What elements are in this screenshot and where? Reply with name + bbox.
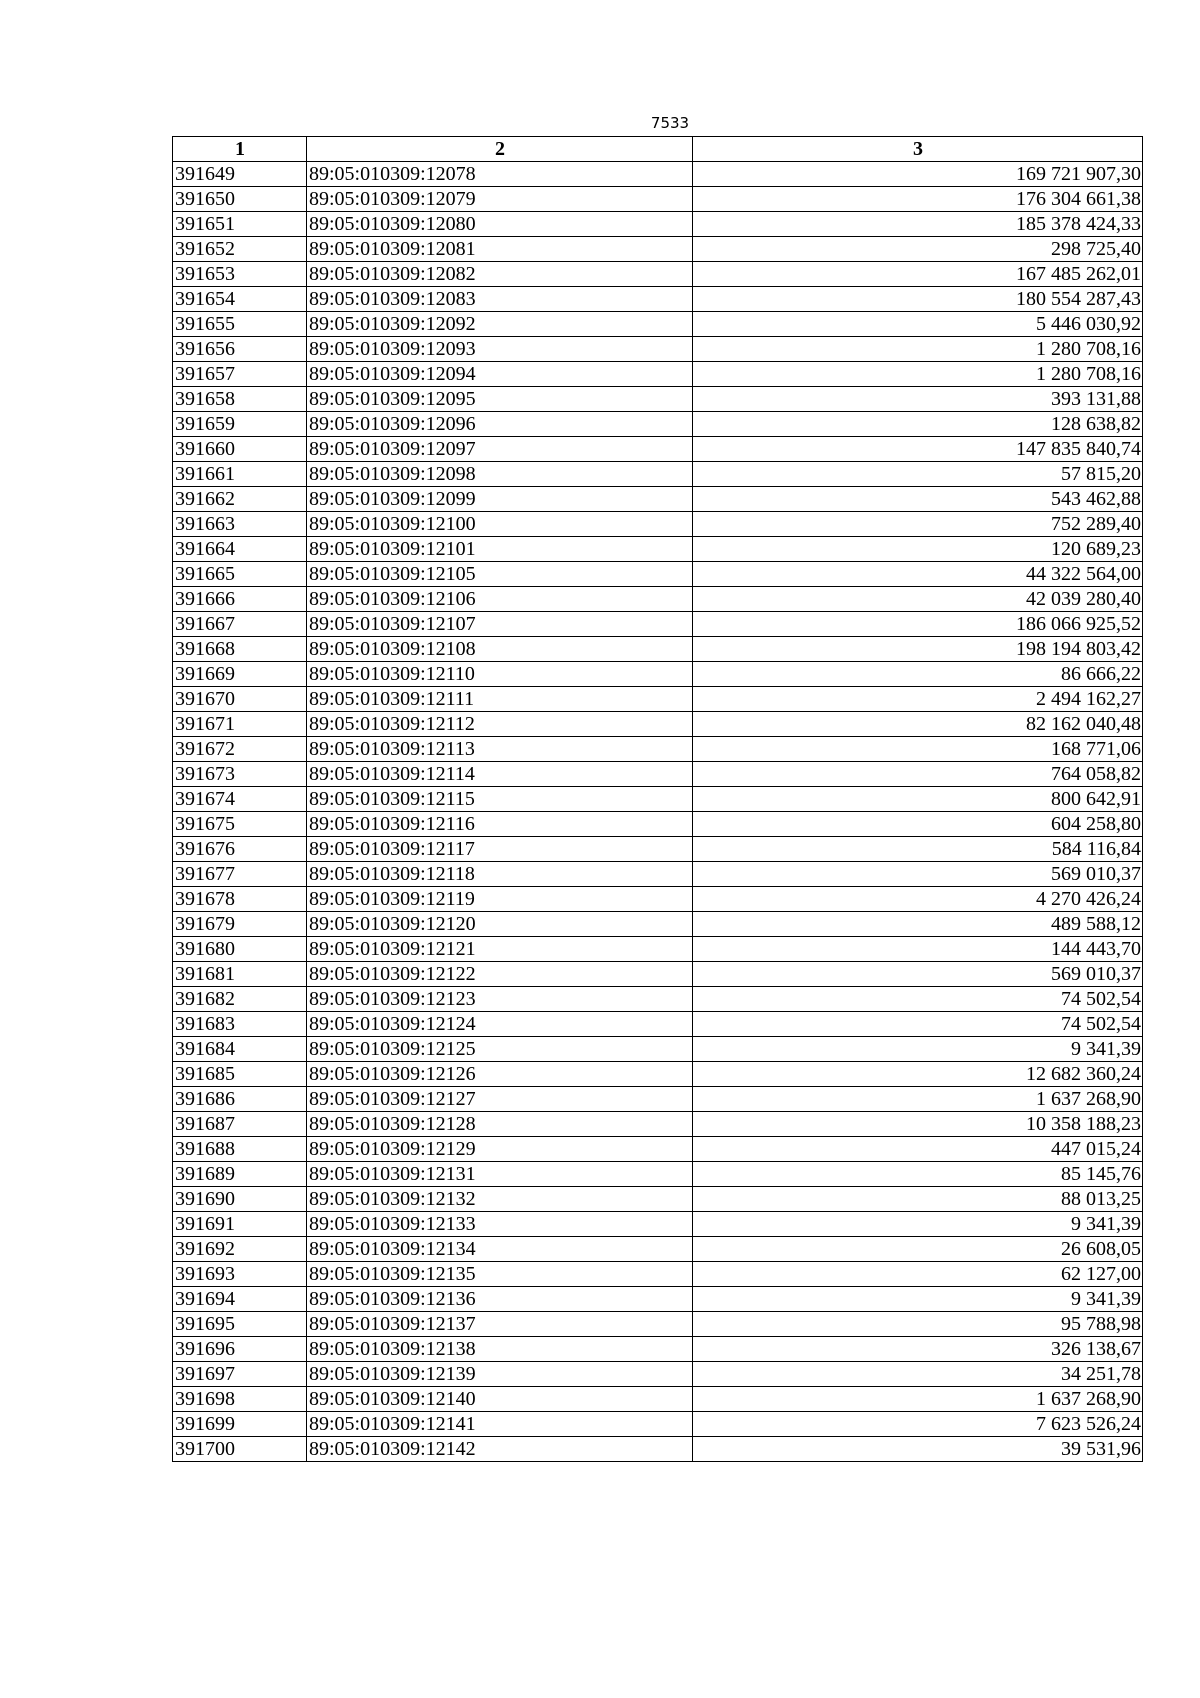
table-row bbox=[173, 587, 1143, 612]
value-cell: 168 771,06 bbox=[693, 737, 1143, 762]
value-cell: 95 788,98 bbox=[693, 1312, 1143, 1337]
cadastral-number-cell: 89:05:010309:12117 bbox=[307, 837, 693, 862]
row-number-cell: 391680 bbox=[173, 937, 307, 962]
cadastral-number-cell: 89:05:010309:12082 bbox=[307, 262, 693, 287]
row-number-cell: 391678 bbox=[173, 887, 307, 912]
row-number-cell: 391674 bbox=[173, 787, 307, 812]
value-cell: 39 531,96 bbox=[693, 1437, 1143, 1462]
table-row bbox=[173, 1087, 1143, 1112]
cadastral-number-cell: 89:05:010309:12112 bbox=[307, 712, 693, 737]
cadastral-number-cell: 89:05:010309:12081 bbox=[307, 237, 693, 262]
cadastral-number-cell: 89:05:010309:12120 bbox=[307, 912, 693, 937]
value-cell: 198 194 803,42 bbox=[693, 637, 1143, 662]
table-row bbox=[173, 262, 1143, 287]
cadastral-number-cell: 89:05:010309:12099 bbox=[307, 487, 693, 512]
row-number-cell: 391661 bbox=[173, 462, 307, 487]
table-row bbox=[173, 562, 1143, 587]
row-number-cell: 391699 bbox=[173, 1412, 307, 1437]
value-cell: 393 131,88 bbox=[693, 387, 1143, 412]
table-row bbox=[173, 537, 1143, 562]
table-row bbox=[173, 687, 1143, 712]
row-number-cell: 391693 bbox=[173, 1262, 307, 1287]
value-cell: 86 666,22 bbox=[693, 662, 1143, 687]
row-number-cell: 391692 bbox=[173, 1237, 307, 1262]
row-number-cell: 391672 bbox=[173, 737, 307, 762]
cadastral-number-cell: 89:05:010309:12140 bbox=[307, 1387, 693, 1412]
row-number-cell: 391669 bbox=[173, 662, 307, 687]
row-number-cell: 391657 bbox=[173, 362, 307, 387]
cadastral-number-cell: 89:05:010309:12083 bbox=[307, 287, 693, 312]
table-row bbox=[173, 987, 1143, 1012]
value-cell: 169 721 907,30 bbox=[693, 162, 1143, 187]
table-row bbox=[173, 712, 1143, 737]
cadastral-number-cell: 89:05:010309:12126 bbox=[307, 1062, 693, 1087]
value-cell: 12 682 360,24 bbox=[693, 1062, 1143, 1087]
table-header bbox=[173, 137, 1143, 162]
table-row bbox=[173, 837, 1143, 862]
row-number-cell: 391696 bbox=[173, 1337, 307, 1362]
value-cell: 186 066 925,52 bbox=[693, 612, 1143, 637]
value-cell: 185 378 424,33 bbox=[693, 212, 1143, 237]
row-number-cell: 391695 bbox=[173, 1312, 307, 1337]
row-number-cell: 391660 bbox=[173, 437, 307, 462]
cadastral-number-cell: 89:05:010309:12114 bbox=[307, 762, 693, 787]
table-row bbox=[173, 387, 1143, 412]
table-row bbox=[173, 462, 1143, 487]
table-row bbox=[173, 1162, 1143, 1187]
row-number-cell: 391662 bbox=[173, 487, 307, 512]
value-cell: 5 446 030,92 bbox=[693, 312, 1143, 337]
cadastral-number-cell: 89:05:010309:12105 bbox=[307, 562, 693, 587]
table-row bbox=[173, 1112, 1143, 1137]
value-cell: 120 689,23 bbox=[693, 537, 1143, 562]
table-row bbox=[173, 512, 1143, 537]
cadastral-number-cell: 89:05:010309:12121 bbox=[307, 937, 693, 962]
table-row bbox=[173, 237, 1143, 262]
value-cell: 147 835 840,74 bbox=[693, 437, 1143, 462]
table-row bbox=[173, 437, 1143, 462]
row-number-cell: 391682 bbox=[173, 987, 307, 1012]
value-cell: 569 010,37 bbox=[693, 862, 1143, 887]
row-number-cell: 391681 bbox=[173, 962, 307, 987]
row-number-cell: 391652 bbox=[173, 237, 307, 262]
table-row bbox=[173, 212, 1143, 237]
cadastral-number-cell: 89:05:010309:12092 bbox=[307, 312, 693, 337]
value-cell: 9 341,39 bbox=[693, 1037, 1143, 1062]
table-row bbox=[173, 787, 1143, 812]
table-row bbox=[173, 1037, 1143, 1062]
column-header-1: 1 bbox=[173, 137, 307, 162]
table-row bbox=[173, 862, 1143, 887]
value-cell: 44 322 564,00 bbox=[693, 562, 1143, 587]
value-cell: 82 162 040,48 bbox=[693, 712, 1143, 737]
table-row bbox=[173, 1062, 1143, 1087]
cadastral-number-cell: 89:05:010309:12100 bbox=[307, 512, 693, 537]
table-row bbox=[173, 487, 1143, 512]
table-row bbox=[173, 337, 1143, 362]
row-number-cell: 391667 bbox=[173, 612, 307, 637]
cadastral-number-cell: 89:05:010309:12094 bbox=[307, 362, 693, 387]
cadastral-number-cell: 89:05:010309:12139 bbox=[307, 1362, 693, 1387]
header-row bbox=[173, 137, 1143, 162]
value-cell: 764 058,82 bbox=[693, 762, 1143, 787]
cadastral-number-cell: 89:05:010309:12135 bbox=[307, 1262, 693, 1287]
row-number-cell: 391675 bbox=[173, 812, 307, 837]
row-number-cell: 391690 bbox=[173, 1187, 307, 1212]
data-table bbox=[172, 136, 1143, 1462]
row-number-cell: 391698 bbox=[173, 1387, 307, 1412]
cadastral-number-cell: 89:05:010309:12093 bbox=[307, 337, 693, 362]
table-row bbox=[173, 187, 1143, 212]
value-cell: 2 494 162,27 bbox=[693, 687, 1143, 712]
table-row bbox=[173, 287, 1143, 312]
table-row bbox=[173, 412, 1143, 437]
value-cell: 447 015,24 bbox=[693, 1137, 1143, 1162]
table-row bbox=[173, 1287, 1143, 1312]
value-cell: 9 341,39 bbox=[693, 1212, 1143, 1237]
cadastral-number-cell: 89:05:010309:12125 bbox=[307, 1037, 693, 1062]
value-cell: 326 138,67 bbox=[693, 1337, 1143, 1362]
value-cell: 584 116,84 bbox=[693, 837, 1143, 862]
table-row bbox=[173, 912, 1143, 937]
value-cell: 569 010,37 bbox=[693, 962, 1143, 987]
page-number: 7533 bbox=[650, 114, 690, 132]
table-row bbox=[173, 662, 1143, 687]
value-cell: 62 127,00 bbox=[693, 1262, 1143, 1287]
cadastral-number-cell: 89:05:010309:12113 bbox=[307, 737, 693, 762]
cadastral-number-cell: 89:05:010309:12136 bbox=[307, 1287, 693, 1312]
value-cell: 4 270 426,24 bbox=[693, 887, 1143, 912]
cadastral-number-cell: 89:05:010309:12096 bbox=[307, 412, 693, 437]
cadastral-number-cell: 89:05:010309:12115 bbox=[307, 787, 693, 812]
value-cell: 128 638,82 bbox=[693, 412, 1143, 437]
cadastral-number-cell: 89:05:010309:12127 bbox=[307, 1087, 693, 1112]
value-cell: 57 815,20 bbox=[693, 462, 1143, 487]
row-number-cell: 391686 bbox=[173, 1087, 307, 1112]
cadastral-number-cell: 89:05:010309:12124 bbox=[307, 1012, 693, 1037]
cadastral-number-cell: 89:05:010309:12108 bbox=[307, 637, 693, 662]
value-cell: 26 608,05 bbox=[693, 1237, 1143, 1262]
row-number-cell: 391649 bbox=[173, 162, 307, 187]
cadastral-number-cell: 89:05:010309:12111 bbox=[307, 687, 693, 712]
row-number-cell: 391656 bbox=[173, 337, 307, 362]
row-number-cell: 391655 bbox=[173, 312, 307, 337]
table-row bbox=[173, 762, 1143, 787]
table-row bbox=[173, 1237, 1143, 1262]
table-row bbox=[173, 1137, 1143, 1162]
table-row bbox=[173, 937, 1143, 962]
cadastral-number-cell: 89:05:010309:12129 bbox=[307, 1137, 693, 1162]
cadastral-number-cell: 89:05:010309:12097 bbox=[307, 437, 693, 462]
cadastral-number-cell: 89:05:010309:12079 bbox=[307, 187, 693, 212]
row-number-cell: 391676 bbox=[173, 837, 307, 862]
value-cell: 176 304 661,38 bbox=[693, 187, 1143, 212]
value-cell: 144 443,70 bbox=[693, 937, 1143, 962]
value-cell: 800 642,91 bbox=[693, 787, 1143, 812]
cadastral-number-cell: 89:05:010309:12080 bbox=[307, 212, 693, 237]
cadastral-number-cell: 89:05:010309:12118 bbox=[307, 862, 693, 887]
cadastral-number-cell: 89:05:010309:12095 bbox=[307, 387, 693, 412]
cadastral-number-cell: 89:05:010309:12106 bbox=[307, 587, 693, 612]
column-header-3: 3 bbox=[693, 137, 1143, 162]
table-row bbox=[173, 637, 1143, 662]
value-cell: 752 289,40 bbox=[693, 512, 1143, 537]
row-number-cell: 391666 bbox=[173, 587, 307, 612]
row-number-cell: 391653 bbox=[173, 262, 307, 287]
value-cell: 42 039 280,40 bbox=[693, 587, 1143, 612]
table-row bbox=[173, 1362, 1143, 1387]
row-number-cell: 391694 bbox=[173, 1287, 307, 1312]
table-row bbox=[173, 962, 1143, 987]
cadastral-number-cell: 89:05:010309:12128 bbox=[307, 1112, 693, 1137]
table-body bbox=[173, 162, 1143, 1462]
row-number-cell: 391654 bbox=[173, 287, 307, 312]
table-row bbox=[173, 887, 1143, 912]
cadastral-number-cell: 89:05:010309:12137 bbox=[307, 1312, 693, 1337]
row-number-cell: 391671 bbox=[173, 712, 307, 737]
value-cell: 543 462,88 bbox=[693, 487, 1143, 512]
value-cell: 7 623 526,24 bbox=[693, 1412, 1143, 1437]
value-cell: 85 145,76 bbox=[693, 1162, 1143, 1187]
row-number-cell: 391679 bbox=[173, 912, 307, 937]
row-number-cell: 391700 bbox=[173, 1437, 307, 1462]
row-number-cell: 391664 bbox=[173, 537, 307, 562]
cadastral-number-cell: 89:05:010309:12101 bbox=[307, 537, 693, 562]
row-number-cell: 391663 bbox=[173, 512, 307, 537]
table-row bbox=[173, 1312, 1143, 1337]
cadastral-number-cell: 89:05:010309:12138 bbox=[307, 1337, 693, 1362]
column-header-2: 2 bbox=[307, 137, 693, 162]
cadastral-number-cell: 89:05:010309:12107 bbox=[307, 612, 693, 637]
value-cell: 88 013,25 bbox=[693, 1187, 1143, 1212]
row-number-cell: 391688 bbox=[173, 1137, 307, 1162]
cadastral-number-cell: 89:05:010309:12078 bbox=[307, 162, 693, 187]
row-number-cell: 391665 bbox=[173, 562, 307, 587]
value-cell: 604 258,80 bbox=[693, 812, 1143, 837]
row-number-cell: 391677 bbox=[173, 862, 307, 887]
value-cell: 1 280 708,16 bbox=[693, 337, 1143, 362]
table-row bbox=[173, 1187, 1143, 1212]
cadastral-number-cell: 89:05:010309:12132 bbox=[307, 1187, 693, 1212]
value-cell: 1 637 268,90 bbox=[693, 1387, 1143, 1412]
table-row bbox=[173, 1387, 1143, 1412]
cadastral-number-cell: 89:05:010309:12134 bbox=[307, 1237, 693, 1262]
value-cell: 34 251,78 bbox=[693, 1362, 1143, 1387]
cadastral-number-cell: 89:05:010309:12110 bbox=[307, 662, 693, 687]
cadastral-number-cell: 89:05:010309:12119 bbox=[307, 887, 693, 912]
row-number-cell: 391673 bbox=[173, 762, 307, 787]
value-cell: 74 502,54 bbox=[693, 1012, 1143, 1037]
cadastral-number-cell: 89:05:010309:12133 bbox=[307, 1212, 693, 1237]
value-cell: 298 725,40 bbox=[693, 237, 1143, 262]
row-number-cell: 391685 bbox=[173, 1062, 307, 1087]
row-number-cell: 391689 bbox=[173, 1162, 307, 1187]
row-number-cell: 391658 bbox=[173, 387, 307, 412]
table-row bbox=[173, 737, 1143, 762]
row-number-cell: 391687 bbox=[173, 1112, 307, 1137]
row-number-cell: 391683 bbox=[173, 1012, 307, 1037]
table-row bbox=[173, 1012, 1143, 1037]
table-row bbox=[173, 1262, 1143, 1287]
cadastral-number-cell: 89:05:010309:12098 bbox=[307, 462, 693, 487]
table-row bbox=[173, 312, 1143, 337]
value-cell: 1 637 268,90 bbox=[693, 1087, 1143, 1112]
value-cell: 74 502,54 bbox=[693, 987, 1143, 1012]
value-cell: 10 358 188,23 bbox=[693, 1112, 1143, 1137]
value-cell: 180 554 287,43 bbox=[693, 287, 1143, 312]
value-cell: 9 341,39 bbox=[693, 1287, 1143, 1312]
cadastral-number-cell: 89:05:010309:12123 bbox=[307, 987, 693, 1012]
table-row bbox=[173, 812, 1143, 837]
table-row bbox=[173, 1337, 1143, 1362]
value-cell: 1 280 708,16 bbox=[693, 362, 1143, 387]
cadastral-number-cell: 89:05:010309:12122 bbox=[307, 962, 693, 987]
row-number-cell: 391670 bbox=[173, 687, 307, 712]
cadastral-number-cell: 89:05:010309:12131 bbox=[307, 1162, 693, 1187]
row-number-cell: 391684 bbox=[173, 1037, 307, 1062]
table-row bbox=[173, 1212, 1143, 1237]
row-number-cell: 391668 bbox=[173, 637, 307, 662]
cadastral-number-cell: 89:05:010309:12141 bbox=[307, 1412, 693, 1437]
value-cell: 167 485 262,01 bbox=[693, 262, 1143, 287]
table-row bbox=[173, 162, 1143, 187]
row-number-cell: 391697 bbox=[173, 1362, 307, 1387]
cadastral-number-cell: 89:05:010309:12142 bbox=[307, 1437, 693, 1462]
table-row bbox=[173, 1412, 1143, 1437]
cadastral-number-cell: 89:05:010309:12116 bbox=[307, 812, 693, 837]
table-row bbox=[173, 612, 1143, 637]
row-number-cell: 391651 bbox=[173, 212, 307, 237]
table-row bbox=[173, 362, 1143, 387]
row-number-cell: 391691 bbox=[173, 1212, 307, 1237]
row-number-cell: 391650 bbox=[173, 187, 307, 212]
table-row bbox=[173, 1437, 1143, 1462]
row-number-cell: 391659 bbox=[173, 412, 307, 437]
value-cell: 489 588,12 bbox=[693, 912, 1143, 937]
